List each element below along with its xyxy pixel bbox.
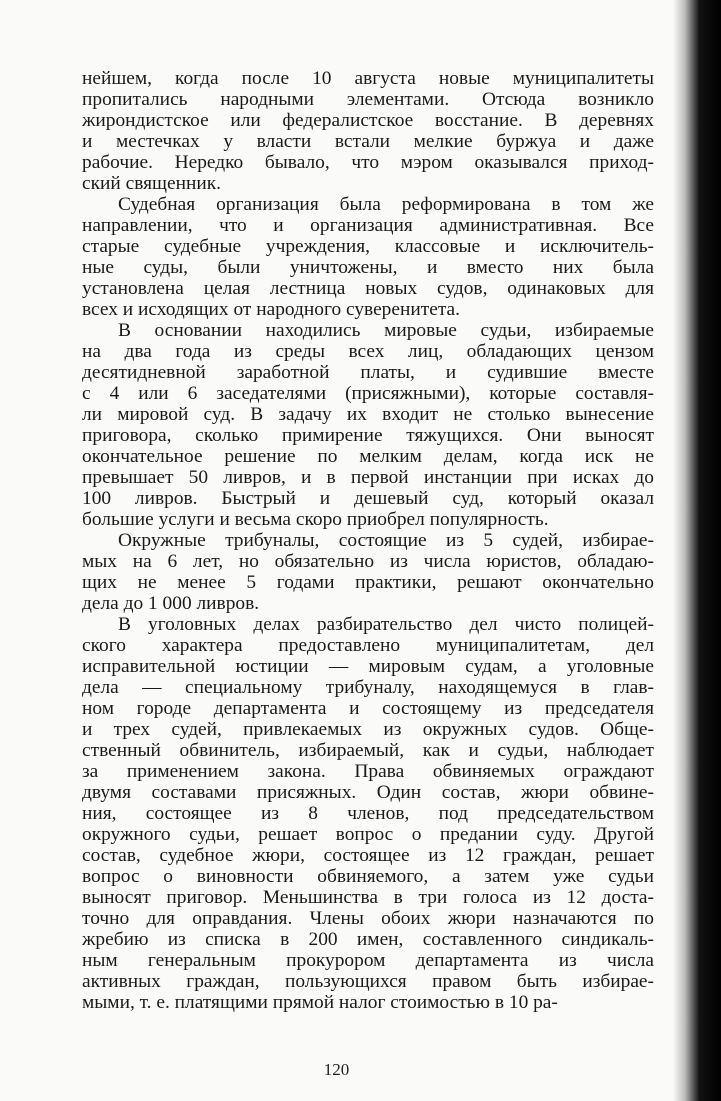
paragraph [82, 614, 654, 1013]
text-line: старые судебные учреждения, классовые и исключитель- [82, 236, 654, 257]
text-line: жребию из списка в 200 имен, составленного синдикаль- [82, 929, 654, 950]
text-line: вопрос о виновности обвиняемого, а затем уже судьи [82, 866, 654, 887]
text-line: В основании находились мировые судьи, избираемые [118, 320, 654, 341]
page-number: 120 [323, 1060, 350, 1079]
text-line: за применением закона. Права обвиняемых ограждают [82, 761, 654, 782]
text-line: нейшем, когда после 10 августа новые муниципалитеты [82, 68, 654, 89]
text-line: дела — специальному трибуналу, находящемуся в глав- [82, 677, 654, 698]
text-line: установлена целая лестница новых судов, одинаковых для [82, 278, 654, 299]
text-line: активных граждан, пользующихся правом быть избирае- [82, 971, 654, 992]
text-line: рабочие. Нередко бывало, что мэром оказывался приход- [82, 152, 654, 173]
text-line: дела до 1 000 ливров. [82, 593, 260, 614]
body-text [82, 68, 654, 1013]
text-line: с 4 или 6 заседателями (присяжными), которые составля- [82, 383, 654, 404]
text-line: большие услуги и весьма скоро приобрел популярность. [82, 509, 549, 530]
text-line: ского характера предоставлено муниципалитетам, дел [82, 635, 654, 656]
text-line: превышает 50 ливров, и в первой инстанции при исках до [82, 467, 654, 488]
text-line: и местечках у власти встали мелкие буржуа и даже [82, 131, 654, 152]
page-edge-shadow [673, 0, 721, 1101]
text-line: Окружные трибуналы, состоящие из 5 судей, избирае- [118, 530, 654, 551]
paragraph [82, 68, 654, 194]
text-line: мыми, т. е. платящими прямой налог стоимостью в 10 ра- [82, 992, 558, 1013]
paragraph [82, 320, 654, 530]
text-line: В уголовных делах разбирательство дел чисто полицей- [118, 614, 654, 635]
paragraph [82, 194, 654, 320]
text-line: щих не менее 5 годами практики, решают окончательно [82, 572, 654, 593]
text-line: направлении, что и организация административная. Все [82, 215, 654, 236]
text-line: точно для оправдания. Члены обоих жюри назначаются по [82, 908, 654, 929]
text-line: жирондистское или федералистское восстание. В деревнях [82, 110, 654, 131]
text-line: двумя составами присяжных. Один состав, жюри обвине- [82, 782, 654, 803]
text-line: выносят приговор. Меньшинства в три голоса из 12 доста- [82, 887, 654, 908]
text-line: мых на 6 лет, но обязательно из числа юристов, обладаю- [82, 551, 654, 572]
text-line: приговора, сколько примирение тяжущихся. Они выносят [82, 425, 654, 446]
text-line: исправительной юстиции — мировым судам, а уголовные [82, 656, 654, 677]
text-line: ные суды, были уничтожены, и вместо них была [82, 257, 654, 278]
text-line: и трех судей, привлекаемых из окружных судов. Обще- [82, 719, 654, 740]
text-line: ский священник. [82, 173, 221, 194]
text-line: ном городе департамента и состоящему из председателя [82, 698, 654, 719]
text-line: ственный обвинитель, избираемый, как и судьи, наблюдает [82, 740, 654, 761]
text-line: пропитались народными элементами. Отсюда возникло [82, 89, 654, 110]
text-line: окончательное решение по мелким делам, когда иск не [82, 446, 654, 467]
text-line: ния, состоящее из 8 членов, под председательством [82, 803, 654, 824]
text-line: на два года из среды всех лиц, обладающих цензом [82, 341, 654, 362]
text-line: состав, судебное жюри, состоящее из 12 граждан, решает [82, 845, 654, 866]
text-line: всех и исходящих от народного суверенитета. [82, 299, 460, 320]
text-line: десятидневной заработной платы, и судившие вместе [82, 362, 654, 383]
text-line: окружного судьи, решает вопрос о предании суду. Другой [82, 824, 654, 845]
text-line: Судебная организация была реформирована в том же [118, 194, 654, 215]
text-line: 100 ливров. Быстрый и дешевый суд, который оказал [82, 488, 654, 509]
paragraph [82, 530, 654, 614]
text-line: ным генеральным прокурором департамента из числа [82, 950, 654, 971]
text-line: ли мировой суд. В задачу их входит не столько вынесение [82, 404, 654, 425]
